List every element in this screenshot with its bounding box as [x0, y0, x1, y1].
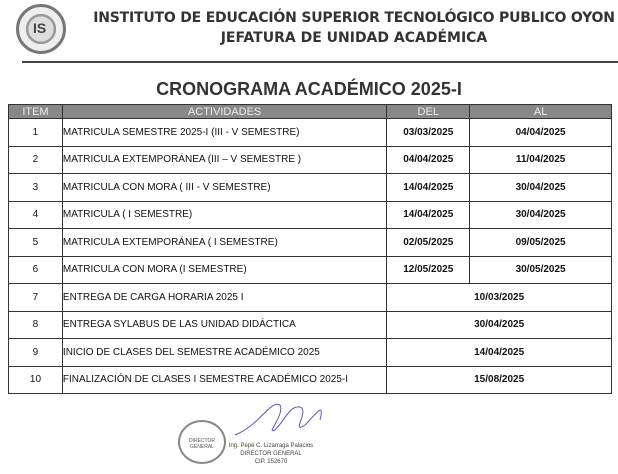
- signatory-cip: CIP. 152670: [254, 459, 288, 465]
- al-cell: 30/05/2025: [470, 256, 612, 284]
- del-cell: 03/03/2025: [387, 119, 470, 147]
- signature: [230, 395, 330, 445]
- al-cell: 09/05/2025: [470, 229, 612, 257]
- del-cell: 02/05/2025: [387, 229, 470, 257]
- signatory-block: [226, 442, 316, 466]
- table-row: [9, 146, 612, 174]
- institution-logo: IS: [16, 4, 66, 54]
- header-divider: [22, 61, 618, 63]
- del-cell: 12/05/2025: [387, 256, 470, 284]
- header-activities: ACTIVIDADES: [62, 105, 386, 119]
- del-cell: 14/04/2025: [387, 201, 470, 229]
- date-cell: 15/08/2025: [387, 366, 612, 394]
- header-del: DEL: [387, 105, 470, 119]
- table-row: [9, 311, 612, 339]
- date-cell: 10/03/2025: [387, 284, 612, 312]
- item-cell: 9: [9, 339, 63, 367]
- item-cell: 3: [9, 174, 63, 202]
- activity-cell: MATRICULA EXTEMPORÁNEA (III – V SEMESTRE ): [62, 146, 386, 174]
- item-cell: 6: [9, 256, 63, 284]
- table-row: [9, 119, 612, 147]
- activity-cell: MATRICULA SEMESTRE 2025-I (III - V SEMESTRE): [62, 119, 386, 147]
- activity-cell: FINALIZACIÓN DE CLASES I SEMESTRE ACADÉMICO 2025-I: [62, 366, 386, 394]
- signatory-name: Ing. Pepe C. Lizarraga Palacios: [228, 443, 314, 449]
- activity-cell: ENTREGA DE CARGA HORARIA 2025 I: [62, 284, 386, 312]
- al-cell: 11/04/2025: [470, 146, 612, 174]
- activity-cell: MATRICULA CON MORA ( III - V SEMESTRE): [62, 174, 386, 202]
- item-cell: 4: [9, 201, 63, 229]
- item-cell: 5: [9, 229, 63, 257]
- schedule-table: [8, 104, 612, 394]
- item-cell: 10: [9, 366, 63, 394]
- header-al: AL: [470, 105, 612, 119]
- activity-cell: ENTREGA SYLABUS DE LAS UNIDAD DIDÁCTICA: [62, 311, 386, 339]
- table-row: [9, 229, 612, 257]
- page-title: CRONOGRAMA ACADÉMICO 2025-I: [156, 79, 462, 99]
- activity-cell: MATRICULA CON MORA (I SEMESTRE): [62, 256, 386, 284]
- al-cell: 30/04/2025: [470, 174, 612, 202]
- item-cell: 8: [9, 311, 63, 339]
- al-cell: 04/04/2025: [470, 119, 612, 147]
- item-cell: 1: [9, 119, 63, 147]
- activity-cell: MATRICULA ( I SEMESTRE): [62, 201, 386, 229]
- item-cell: 2: [9, 146, 63, 174]
- table-row: [9, 284, 612, 312]
- al-cell: 30/04/2025: [470, 201, 612, 229]
- del-cell: 14/04/2025: [387, 174, 470, 202]
- activity-cell: MATRICULA EXTEMPORÁNEA ( I SEMESTRE): [62, 229, 386, 257]
- date-cell: 30/04/2025: [387, 311, 612, 339]
- table-row: [9, 256, 612, 284]
- del-cell: 04/04/2025: [387, 146, 470, 174]
- department-name: JEFATURA DE UNIDAD ACADÉMICA: [220, 30, 488, 46]
- official-seal: DIRECTOR GENERAL: [178, 420, 226, 464]
- table-row: [9, 366, 612, 394]
- table-row: [9, 201, 612, 229]
- institution-name: INSTITUTO DE EDUCACIÓN SUPERIOR TECNOLÓGICO PUBLICO OYON: [93, 10, 615, 26]
- item-cell: 7: [9, 284, 63, 312]
- activity-cell: INICIO DE CLASES DEL SEMESTRE ACADÉMICO 2025: [62, 339, 386, 367]
- header-item: ITEM: [9, 105, 63, 119]
- table-row: [9, 339, 612, 367]
- date-cell: 14/04/2025: [387, 339, 612, 367]
- table-row: [9, 174, 612, 202]
- signatory-role: DIRECTOR GENERAL: [240, 451, 302, 457]
